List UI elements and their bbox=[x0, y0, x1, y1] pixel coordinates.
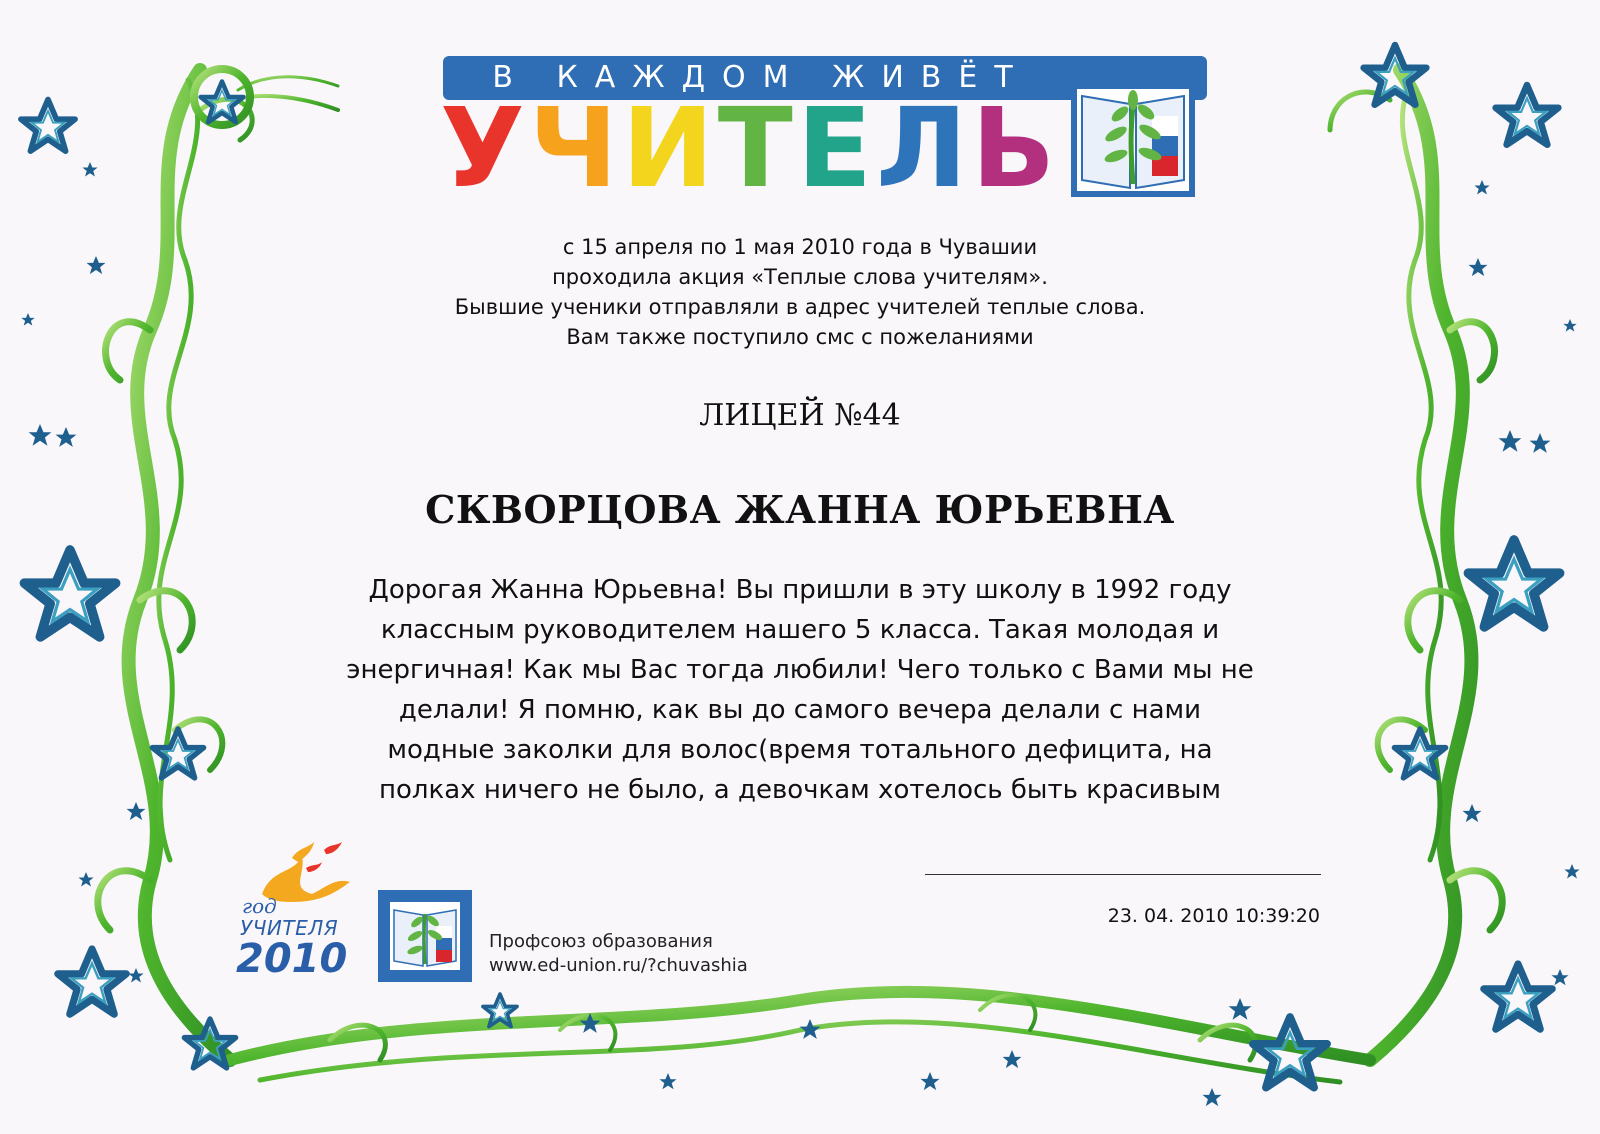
book-emblem-icon bbox=[1068, 76, 1198, 200]
banner-text: В КАЖДОМ ЖИВЁТ bbox=[492, 60, 1030, 95]
message-line: модные заколки для волос(время тотального дефицита, на bbox=[387, 735, 1213, 765]
bottom-vine bbox=[230, 992, 1370, 1082]
right-vine bbox=[1330, 70, 1502, 1060]
logo-letter: Е bbox=[796, 84, 876, 212]
intro-line: Вам также поступило смс с пожеланиями bbox=[566, 325, 1034, 349]
year-logo-teacher: УЧИТЕЛЯ bbox=[240, 916, 339, 940]
message-line: полках ничего не было, а девочкам хотелось быть красивым bbox=[379, 775, 1221, 805]
logo-letter: И bbox=[621, 84, 718, 212]
recipient-name: СКВОРЦОВА ЖАННА ЮРЬЕВНА bbox=[425, 487, 1175, 532]
school-name: ЛИЦЕЙ №44 bbox=[699, 398, 901, 433]
intro-line: проходила акция «Теплые слова учителям». bbox=[552, 265, 1048, 289]
union-name: Профсоюз образования bbox=[489, 931, 713, 952]
timestamp: 23. 04. 2010 10:39:20 bbox=[1107, 905, 1320, 927]
message-text bbox=[0, 570, 1600, 810]
union-text bbox=[489, 930, 748, 978]
year-logo-god: год bbox=[242, 894, 277, 918]
logo-letter: Ч bbox=[528, 84, 622, 212]
logo-letter: Л bbox=[875, 84, 972, 212]
union-url: www.ed-union.ru/?chuvashia bbox=[489, 955, 748, 976]
intro-line: Бывшие ученики отправляли в адрес учителей теплые слова. bbox=[454, 295, 1146, 319]
logo-letter: Т bbox=[717, 84, 797, 212]
year-of-teacher-logo bbox=[232, 838, 362, 988]
message-line: классным руководителем нашего 5 класса. Такая молодая и bbox=[380, 615, 1220, 645]
union-emblem-icon bbox=[378, 890, 472, 982]
year-logo-year: 2010 bbox=[236, 936, 348, 982]
signature-line bbox=[925, 874, 1321, 875]
logo-word bbox=[440, 84, 1080, 212]
intro-text bbox=[0, 232, 1600, 352]
message-line: энергичная! Как мы Вас тогда любили! Чего только с Вами мы не bbox=[346, 655, 1254, 685]
message-line: делали! Я помню, как вы до самого вечера делали с нами bbox=[398, 695, 1202, 725]
message-line: Дорогая Жанна Юрьевна! Вы пришли в эту школу в 1992 году bbox=[368, 575, 1232, 605]
logo-letter: У bbox=[440, 84, 529, 212]
intro-line: с 15 апреля по 1 мая 2010 года в Чувашии bbox=[562, 235, 1038, 259]
logo-letter: Ь bbox=[971, 84, 1060, 212]
